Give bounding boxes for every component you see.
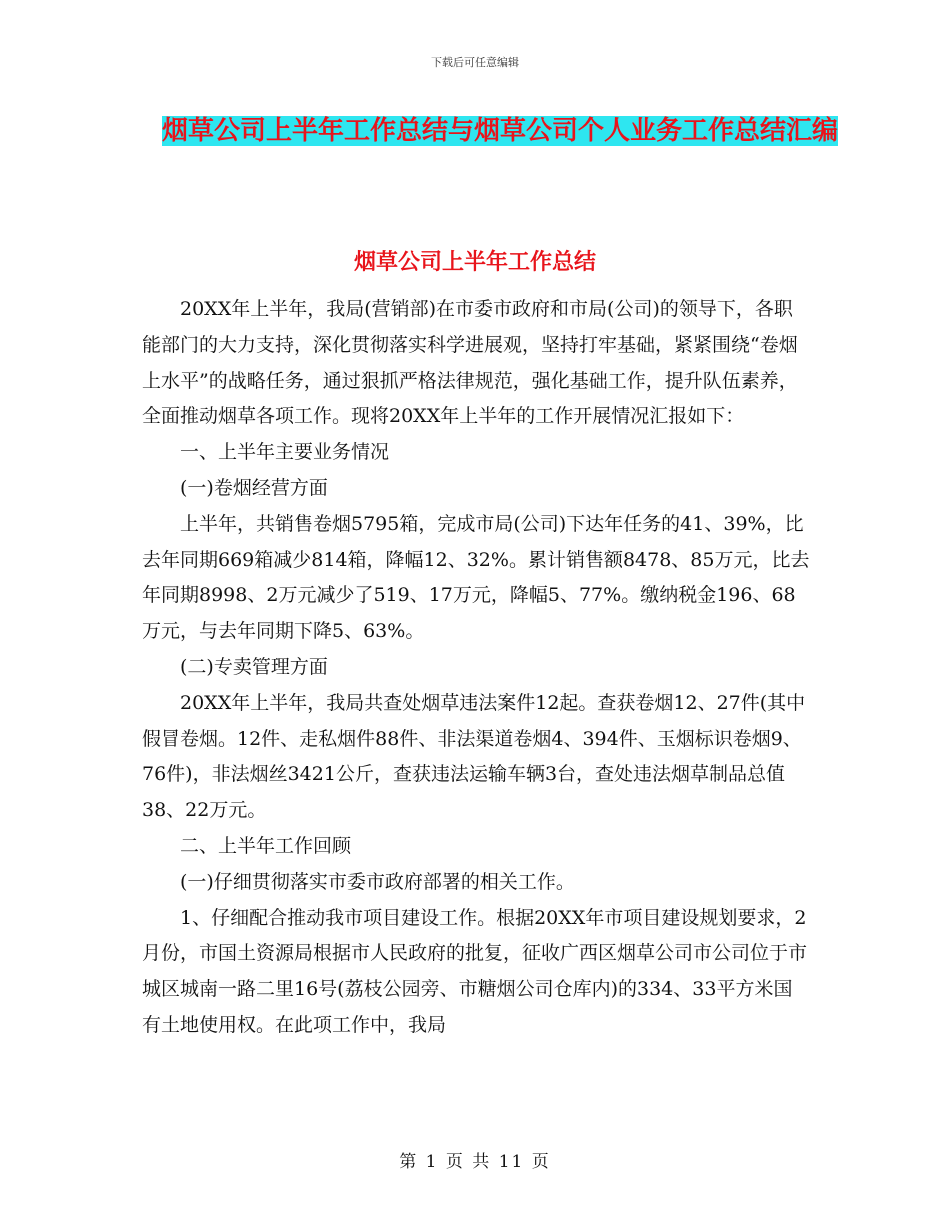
page-number-footer: 第 1 页 共 11 页: [399, 1152, 551, 1172]
paragraph-intro: 20XX年上半年，我局(营销部)在市委市政府和市局(公司)的领导下，各职能部门的大力支持，深化贯彻落实科学进展观，坚持打牢基础，紧紧围绕“卷烟上水平”的战略任务，通过狠抓严格法律规范，强化基础工作，提升队伍素养，全面推动烟草各项工作。现将20XX年上半年的工作开展情况汇报如下：: [142, 298, 798, 428]
heading-implementation: (一)仔细贯彻落实市委市政府部署的相关工作。: [180, 870, 575, 893]
document-title: [140, 106, 860, 156]
header-note: 下载后可任意编辑: [431, 56, 519, 69]
heading-cigarette-operations: (一)卷烟经营方面: [180, 476, 328, 499]
document-body: [142, 292, 810, 1044]
paragraph-cases: 20XX年上半年，我局共查处烟草违法案件12起。查获卷烟12、27件(其中假冒卷烟。12件、走私烟件88件、非法渠道卷烟4、394件、玉烟标识卷烟9、76件)，非法烟丝3421公斤，查获违法运输车辆3台，查处违法烟草制品总值38、22万元。: [142, 691, 806, 822]
heading-monopoly-management: (二)专卖管理方面: [180, 655, 328, 678]
document-title-text: 烟草公司上半年工作总结与烟草公司个人业务工作总结汇编: [161, 116, 838, 146]
heading-main-business: 一、上半年主要业务情况: [180, 441, 390, 464]
section-title: 烟草公司上半年工作总结: [353, 250, 596, 275]
paragraph-project-construction: 1、仔细配合推动我市项目建设工作。根据20XX年市项目建设规划要求，2月份，市国土资源局根据市人民政府的批复，征收广西区烟草公司市公司位于市城区城南一路二里16号(荔枝公园旁、市糖烟公司仓库内)的334、33平方米国有土地使用权。在此项工作中，我局: [142, 906, 808, 1036]
paragraph-sales: 上半年，共销售卷烟5795箱，完成市局(公司)下达年任务的41、39%，比去年同期669箱减少814箱，降幅12、32%。累计销售额8478、85万元，比去年同期8998、2万元减少了519、17万元，降幅5、77%。缴纳税金196、68万元，与去年同期下降5、63%。: [142, 512, 810, 643]
heading-work-review: 二、上半年工作回顾: [180, 834, 352, 857]
